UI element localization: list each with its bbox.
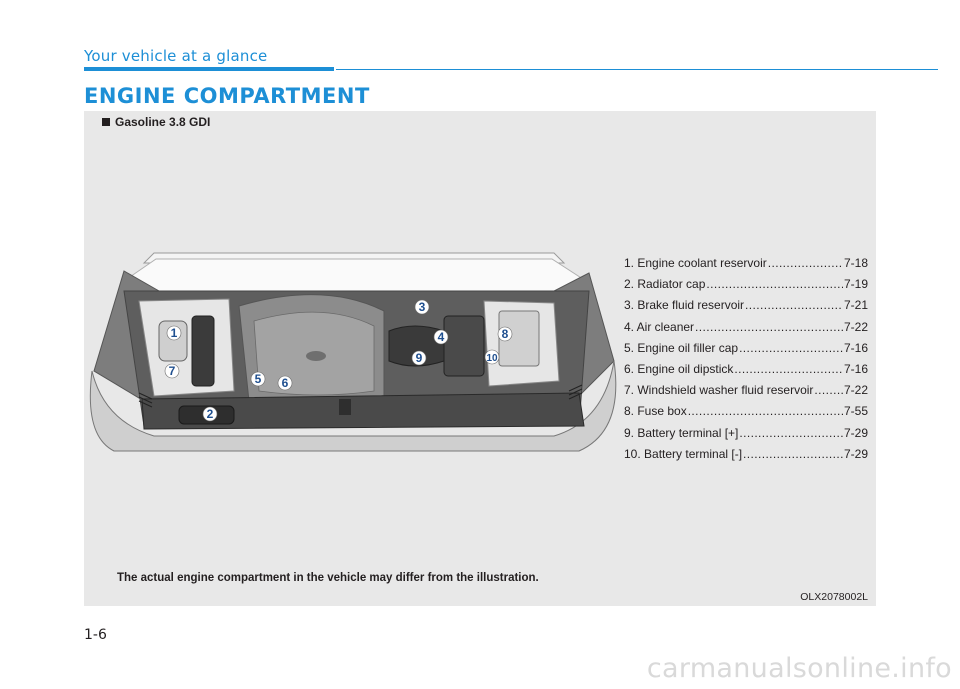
illustration-code: OLX2078002L [800, 591, 868, 603]
engine-bay-illustration [84, 251, 624, 491]
legend-label: 3. Brake fluid reservoir [624, 298, 745, 313]
component-legend [624, 256, 868, 468]
legend-item [624, 277, 868, 298]
leader-dots [688, 404, 843, 418]
callout-1-label: 1 [170, 326, 178, 340]
leader-dots [739, 341, 843, 355]
legend-item [624, 298, 868, 319]
engine-compartment-panel [84, 111, 876, 606]
section-title: ENGINE COMPARTMENT [84, 84, 370, 108]
legend-page: 7-16 [843, 361, 868, 376]
callout-1 [167, 326, 181, 340]
legend-page: 7-18 [843, 256, 868, 270]
header-title: Your vehicle at a glance [84, 47, 268, 65]
callout-2-label: 2 [206, 407, 214, 421]
leader-dots [743, 447, 843, 461]
callout-10 [485, 350, 499, 364]
legend-page: 7-22 [843, 383, 868, 398]
callout-9 [412, 351, 426, 365]
callout-4-label: 4 [437, 330, 445, 344]
legend-item [624, 256, 868, 277]
legend-label: 10. Battery terminal [-] [624, 446, 743, 461]
subheading [102, 115, 210, 129]
legend-item [624, 426, 868, 447]
callout-6-label: 6 [281, 376, 289, 390]
legend-page: 7-29 [843, 446, 868, 461]
watermark: carmanualsonline.info [646, 653, 952, 684]
legend-item [624, 404, 868, 425]
legend-page: 7-29 [843, 425, 868, 440]
leader-dots [745, 298, 843, 312]
leader-dots [706, 277, 843, 291]
header-rule-thick [84, 67, 334, 71]
callout-5-label: 5 [254, 372, 262, 386]
legend-label: 4. Air cleaner [624, 319, 695, 334]
legend-page: 7-55 [843, 404, 868, 419]
callout-10-label: 10 [486, 353, 498, 364]
callout-9-label: 9 [415, 351, 423, 365]
header-rule-thin [336, 69, 938, 70]
leader-dots [734, 362, 843, 376]
leader-dots [695, 320, 843, 334]
legend-page: 7-21 [843, 298, 868, 313]
legend-item [624, 447, 868, 468]
legend-label: 2. Radiator cap [624, 277, 706, 292]
legend-item [624, 341, 868, 362]
callout-4 [434, 330, 448, 344]
legend-label: 9. Battery terminal [+] [624, 425, 739, 440]
legend-item [624, 362, 868, 383]
leader-dots [739, 426, 843, 440]
legend-item [624, 320, 868, 341]
callout-7-label: 7 [168, 364, 176, 378]
leader-dots [768, 256, 843, 270]
callout-6 [278, 376, 292, 390]
callout-8-label: 8 [501, 327, 509, 341]
square-bullet-icon [102, 118, 110, 126]
legend-item [624, 383, 868, 404]
legend-label: 5. Engine oil filler cap [624, 340, 739, 355]
page-number: 1-6 [84, 627, 107, 643]
callout-8 [498, 327, 512, 341]
callout-7 [165, 364, 179, 378]
legend-page: 7-22 [843, 319, 868, 334]
legend-label: 1. Engine coolant reservoir [624, 256, 767, 270]
callout-3-label: 3 [418, 300, 426, 314]
illustration-disclaimer: The actual engine compartment in the vehicle may differ from the illustration. [117, 572, 539, 584]
legend-label: 7. Windshield washer fluid reservoir [624, 383, 814, 398]
callout-5 [251, 372, 265, 386]
legend-label: 6. Engine oil dipstick [624, 361, 734, 376]
legend-page: 7-16 [843, 340, 868, 355]
leader-dots [814, 383, 843, 397]
callout-3 [415, 300, 429, 314]
subheading-text: Gasoline 3.8 GDI [115, 115, 211, 129]
callout-2 [203, 407, 217, 421]
legend-label: 8. Fuse box [624, 404, 687, 419]
legend-page: 7-19 [843, 277, 868, 292]
